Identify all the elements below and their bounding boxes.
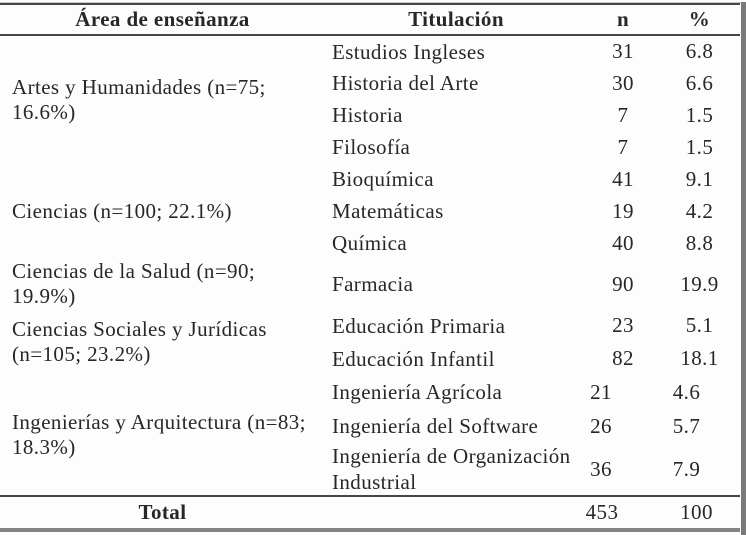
pct-cell: 1.5 xyxy=(685,102,714,127)
n-cell xyxy=(587,375,659,409)
n-cell: 30 xyxy=(612,70,634,95)
table-row xyxy=(0,259,740,309)
titulacion-cell: Filosofía xyxy=(332,135,411,159)
area-cell-ciencias-sociales xyxy=(0,309,325,375)
titulacion-cell: Educación Infantil xyxy=(332,346,495,371)
pct-cell: 1.5 xyxy=(685,134,714,159)
n-cell: 23 xyxy=(612,313,634,337)
n-cell: 90 xyxy=(612,271,634,296)
titulacion-cell: Educación Primaria xyxy=(332,313,506,338)
n-value: 21 xyxy=(590,379,612,404)
pct-cell: 19.9 xyxy=(680,271,719,296)
degree-distribution-table xyxy=(0,2,740,532)
titulacion-cell xyxy=(325,443,587,496)
titulacion-cell: Bioquímica xyxy=(332,167,434,191)
column-header-area: Área de enseñanza xyxy=(0,4,325,36)
total-label: Total xyxy=(0,496,325,530)
area-label-line: Ingenierías y Arquitectura (n=83; xyxy=(12,410,306,434)
titulacion-cell: Ingeniería del Software xyxy=(332,414,539,438)
column-header-pct: % xyxy=(659,4,740,36)
pct-cell xyxy=(659,409,740,443)
n-cell xyxy=(587,409,659,443)
titulacion-cell: Historia xyxy=(332,103,403,127)
table-row xyxy=(0,375,740,409)
area-label-line: Ciencias Sociales y Jurídicas xyxy=(12,317,267,341)
n-cell: 31 xyxy=(612,39,634,63)
n-cell: 7 xyxy=(617,102,629,127)
table-row xyxy=(0,163,740,195)
total-pct-cell xyxy=(659,496,740,530)
titulacion-cell: Matemáticas xyxy=(332,199,444,223)
titulacion-cell: Historia del Arte xyxy=(332,71,479,95)
area-label-line: Ciencias (n=100; 22.1%) xyxy=(12,198,232,223)
pct-cell: 18.1 xyxy=(680,346,719,370)
n-value: 36 xyxy=(590,456,612,481)
total-row xyxy=(0,496,740,530)
total-n-value: 453 xyxy=(585,500,619,524)
pct-value: 4.6 xyxy=(672,379,701,404)
titulacion-cell: Ingeniería Agrícola xyxy=(332,380,503,404)
column-header-n: n xyxy=(587,4,659,36)
paper-table-page xyxy=(0,2,746,535)
titulacion-line: Ingeniería de Organización xyxy=(332,444,571,468)
n-cell: 41 xyxy=(612,166,634,191)
pct-cell: 4.2 xyxy=(685,198,714,223)
pct-cell xyxy=(659,443,740,496)
column-header-titulacion: Titulación xyxy=(325,4,587,36)
table-row xyxy=(0,35,740,67)
area-label-line: 18.3%) xyxy=(12,435,76,459)
pct-cell xyxy=(659,375,740,409)
n-cell xyxy=(587,443,659,496)
titulacion-cell: Farmacia xyxy=(332,272,414,296)
area-cell-artes-humanidades xyxy=(0,35,325,163)
pct-value: 5.7 xyxy=(672,413,701,438)
titulacion-cell: Química xyxy=(332,231,408,255)
pct-value: 7.9 xyxy=(672,456,701,481)
table-row xyxy=(0,309,740,342)
area-label-line: (n=105; 23.2%) xyxy=(12,342,151,366)
n-cell: 40 xyxy=(612,230,634,255)
pct-cell: 6.8 xyxy=(685,39,714,63)
area-label-line: 19.9%) xyxy=(12,284,76,308)
titulacion-cell: Estudios Ingleses xyxy=(332,39,486,64)
titulacion-line: Industrial xyxy=(332,470,417,494)
total-pct-value: 100 xyxy=(680,500,713,524)
pct-cell: 5.1 xyxy=(685,313,714,337)
pct-cell: 8.8 xyxy=(685,230,714,255)
header-row xyxy=(0,4,740,36)
n-cell: 82 xyxy=(612,346,634,370)
empty-cell xyxy=(325,496,587,530)
n-value: 26 xyxy=(590,413,612,438)
area-cell-ciencias-salud xyxy=(0,259,325,309)
scan-edge-bar xyxy=(741,2,746,535)
area-label-line: 16.6%) xyxy=(12,99,76,124)
top-edge-line xyxy=(0,2,746,3)
area-cell-ingenierias xyxy=(0,375,325,496)
area-label-line: Artes y Humanidades (n=75; xyxy=(12,74,266,99)
area-cell-ciencias xyxy=(0,163,325,259)
total-n-cell xyxy=(587,496,659,530)
pct-cell: 9.1 xyxy=(685,166,714,191)
pct-cell: 6.6 xyxy=(685,70,714,95)
n-cell: 7 xyxy=(617,134,629,159)
n-cell: 19 xyxy=(612,198,634,223)
area-label-line: Ciencias de la Salud (n=90; xyxy=(12,259,256,283)
